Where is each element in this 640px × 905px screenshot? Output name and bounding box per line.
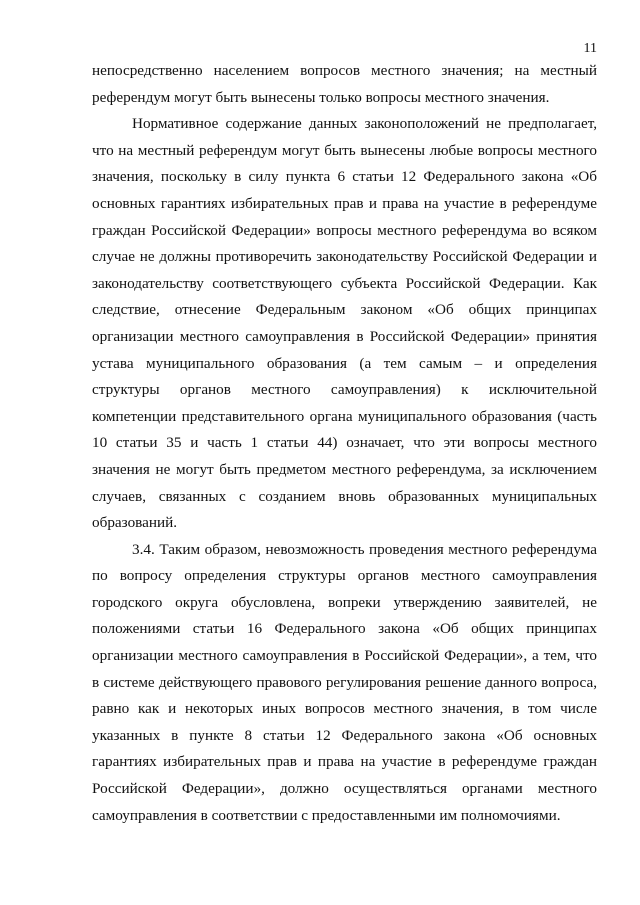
paragraph-continuation: непосредственно населением вопросов местного значения; на местный референдум могут быть вынесены только вопросы местного значения. <box>92 62 597 106</box>
body-text <box>92 58 597 829</box>
paragraph-section-3-4: 3.4. Таким образом, невозможность проведения местного референдума по вопросу определения структуры органов местного самоуправления городского округа обусловлена, вопреки утверждению заявителей, не положениями статьи 16 Федерального закона «Об общих принципах организации местного самоуправления в Российской Федерации», а тем, что в системе действующего правового регулирования решение данного вопроса, равно как и некоторых иных вопросов местного значения, в том числе указанных в пункте 8 статьи 12 Федерального закона «Об основных гарантиях избирательных прав и права на участие в референдуме граждан Российской Федерации», должно осуществляться органами местного самоуправления в соответствии с предоставленными им полномочиями. <box>92 540 597 824</box>
page-number: 11 <box>583 41 597 56</box>
paragraph-normative-content: Нормативное содержание данных законоположений не предполагает, что на местный референдум могут быть вынесены любые вопросы местного значения, поскольку в силу пункта 6 статьи 12 Федерального закона «Об основных гарантиях избирательных прав и права на участие в референдуме граждан Российской Федерации» вопросы местного референдума во всяком случае не должны противоречить законодательству Российской Федерации и законодательству соответствующего субъекта Российской Федерации. Как следствие, отнесение Федеральным законом «Об общих принципах организации местного самоуправления в Российской Федерации» принятия устава муниципального образования (а тем самым – и определения структуры органов местного самоуправления) к исключительной компетенции представительного органа муниципального образования (часть 10 статьи 35 и часть 1 статьи 44) означает, что эти вопросы местного значения не могут быть предметом местного референдума, за исключением случаев, связанных с созданием вновь образованных муниципальных образований. <box>92 115 597 532</box>
